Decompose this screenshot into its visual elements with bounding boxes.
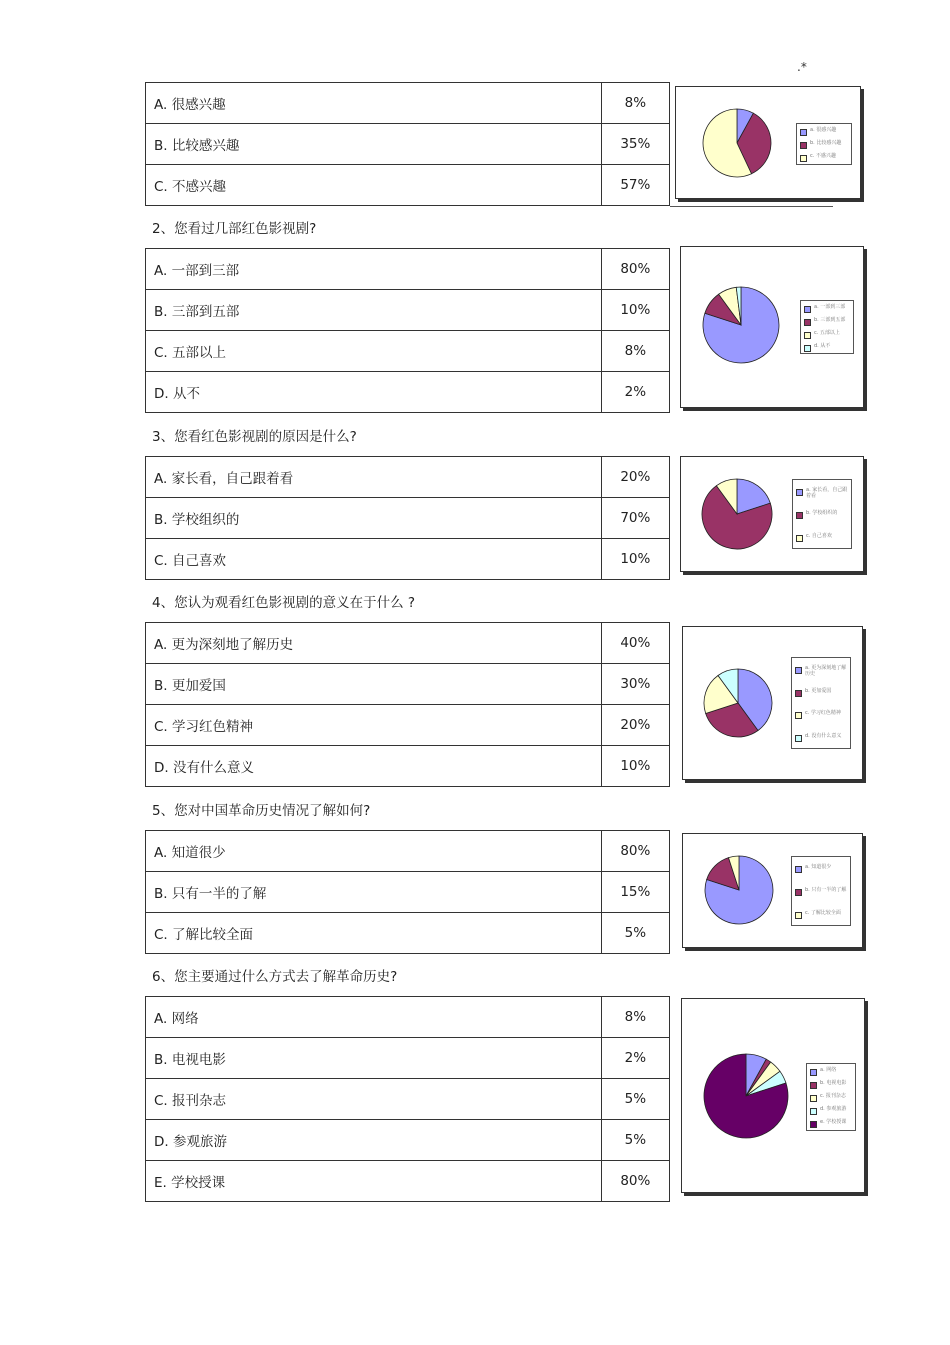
question-title: 4、您认为观看红色影视剧的意义在于什么 ? — [152, 595, 416, 611]
chart-legend — [796, 123, 852, 165]
legend-swatch — [810, 1121, 817, 1128]
option-label: B. 学校组织的 — [146, 498, 602, 539]
legend-label: b. 电视电影 — [820, 1079, 847, 1086]
chart-legend — [792, 479, 852, 549]
option-label: C. 五部以上 — [146, 331, 602, 372]
legend-swatch — [804, 345, 811, 352]
option-label: D. 参观旅游 — [146, 1120, 602, 1161]
option-label: C. 报刊杂志 — [146, 1079, 602, 1120]
legend-label: d. 参观旅游 — [820, 1106, 847, 1113]
table-row — [146, 83, 670, 124]
legend-label: e. 学校授课 — [820, 1119, 847, 1126]
option-percent: 80% — [601, 249, 669, 290]
legend-swatch — [796, 535, 803, 542]
option-label: C. 不感兴趣 — [146, 165, 602, 206]
option-percent: 8% — [601, 331, 669, 372]
pie-chart-6 — [681, 998, 865, 1193]
question-title: 6、您主要通过什么方式去了解革命历史? — [152, 969, 398, 985]
legend-label: d. 没有什么意义 — [805, 732, 842, 739]
option-percent: 5% — [601, 913, 669, 954]
legend-label: b. 学校组织的 — [806, 510, 838, 516]
pie-chart-3 — [680, 456, 864, 572]
answer-table-6 — [145, 996, 670, 1202]
legend-swatch — [796, 512, 803, 519]
table-row — [146, 457, 670, 498]
legend-item — [796, 487, 852, 500]
legend-item — [796, 533, 852, 543]
legend-item — [795, 665, 851, 678]
legend-item — [810, 1093, 866, 1103]
table-row — [146, 1079, 670, 1120]
legend-label: c. 学习红色精神 — [805, 710, 841, 717]
option-label: B. 三部到五部 — [146, 290, 602, 331]
legend-label: b. 三部到五部 — [814, 316, 846, 323]
answer-table-1 — [145, 82, 670, 206]
table-row — [146, 746, 670, 787]
option-percent: 8% — [601, 83, 669, 124]
option-label: C. 了解比较全面 — [146, 913, 602, 954]
pie-chart-5 — [682, 833, 863, 948]
legend-item — [810, 1106, 866, 1116]
legend-swatch — [795, 912, 802, 919]
table-row — [146, 831, 670, 872]
legend-swatch — [800, 155, 807, 162]
legend-swatch — [800, 129, 807, 136]
option-percent: 80% — [601, 1161, 669, 1202]
chart-legend — [806, 1063, 856, 1131]
legend-label: b. 只有一半的了解 — [805, 887, 847, 893]
chart-legend — [791, 657, 851, 749]
question-title: 2、您看过几部红色影视剧? — [152, 221, 317, 237]
table-row — [146, 664, 670, 705]
option-percent: 10% — [601, 746, 669, 787]
legend-item — [795, 688, 851, 698]
option-label: D. 没有什么意义 — [146, 746, 602, 787]
chart-legend — [800, 300, 854, 354]
legend-label: c. 了解比较全面 — [805, 909, 841, 916]
option-percent: 2% — [601, 372, 669, 413]
option-label: A. 网络 — [146, 997, 602, 1038]
option-percent: 20% — [601, 457, 669, 498]
option-percent: 20% — [601, 705, 669, 746]
legend-swatch — [795, 889, 802, 896]
legend-swatch — [795, 735, 802, 742]
legend-item — [800, 140, 856, 150]
table-row — [146, 124, 670, 165]
legend-item — [804, 317, 860, 327]
table-row — [146, 372, 670, 413]
table-row — [146, 623, 670, 664]
question-title: 5、您对中国革命历史情况了解如何? — [152, 803, 371, 819]
legend-label: a. 家长看，自己跟着看 — [806, 487, 848, 500]
legend-label: a. 更为深刻地了解历史 — [805, 665, 847, 678]
table-row — [146, 165, 670, 206]
legend-item — [795, 864, 851, 874]
legend-label: c. 不感兴趣 — [810, 153, 836, 160]
legend-swatch — [796, 489, 803, 496]
table-tail-line — [670, 206, 833, 207]
legend-label: c. 五部以上 — [814, 329, 840, 336]
legend-label: c. 自己喜欢 — [806, 532, 832, 539]
table-row — [146, 1038, 670, 1079]
legend-label: a. 网络 — [820, 1066, 837, 1073]
legend-item — [795, 910, 851, 920]
legend-swatch — [810, 1069, 817, 1076]
legend-label: c. 报刊杂志 — [820, 1093, 846, 1099]
option-percent: 5% — [601, 1079, 669, 1120]
option-percent: 8% — [601, 997, 669, 1038]
legend-item — [795, 710, 851, 720]
option-percent: 10% — [601, 290, 669, 331]
legend-label: b. 比较感兴趣 — [810, 140, 842, 146]
legend-item — [810, 1067, 866, 1077]
option-percent: 15% — [601, 872, 669, 913]
corner-mark: .* — [797, 60, 807, 74]
legend-item — [810, 1119, 866, 1129]
legend-label: a. 一部到三部 — [814, 303, 846, 310]
legend-swatch — [810, 1082, 817, 1089]
legend-item — [796, 510, 852, 520]
legend-item — [800, 127, 856, 137]
pie-chart-2 — [680, 246, 864, 408]
table-row — [146, 249, 670, 290]
legend-item — [804, 343, 860, 353]
legend-item — [795, 887, 851, 897]
table-row — [146, 872, 670, 913]
answer-table-3 — [145, 456, 670, 580]
option-percent: 2% — [601, 1038, 669, 1079]
legend-swatch — [800, 142, 807, 149]
option-percent: 5% — [601, 1120, 669, 1161]
legend-swatch — [795, 712, 802, 719]
answer-table-2 — [145, 248, 670, 413]
answer-table-5 — [145, 830, 670, 954]
option-label: A. 很感兴趣 — [146, 83, 602, 124]
table-row — [146, 331, 670, 372]
option-label: B. 比较感兴趣 — [146, 124, 602, 165]
option-percent: 80% — [601, 831, 669, 872]
pie-chart-4 — [682, 626, 863, 780]
table-row — [146, 705, 670, 746]
legend-item — [804, 304, 860, 314]
table-row — [146, 290, 670, 331]
legend-label: b. 更加爱国 — [805, 687, 832, 694]
legend-swatch — [804, 306, 811, 313]
option-label: A. 更为深刻地了解历史 — [146, 623, 602, 664]
option-percent: 10% — [601, 539, 669, 580]
legend-item — [800, 153, 856, 163]
table-row — [146, 539, 670, 580]
legend-swatch — [810, 1108, 817, 1115]
option-percent: 35% — [601, 124, 669, 165]
table-row — [146, 1120, 670, 1161]
legend-swatch — [795, 667, 802, 674]
option-label: D. 从不 — [146, 372, 602, 413]
option-percent: 70% — [601, 498, 669, 539]
legend-label: a. 知道很少 — [805, 864, 832, 871]
option-label: B. 电视电影 — [146, 1038, 602, 1079]
option-label: C. 自己喜欢 — [146, 539, 602, 580]
option-label: A. 一部到三部 — [146, 249, 602, 290]
table-row — [146, 997, 670, 1038]
legend-item — [804, 330, 860, 340]
legend-label: a. 很感兴趣 — [810, 126, 837, 133]
pie-chart-1 — [675, 86, 861, 199]
option-label: E. 学校授课 — [146, 1161, 602, 1202]
legend-label: d. 从不 — [814, 342, 831, 349]
question-title: 3、您看红色影视剧的原因是什么? — [152, 429, 357, 445]
option-percent: 57% — [601, 165, 669, 206]
option-percent: 30% — [601, 664, 669, 705]
legend-swatch — [795, 690, 802, 697]
option-label: A. 家长看，自己跟着看 — [146, 457, 602, 498]
legend-swatch — [810, 1095, 817, 1102]
table-row — [146, 1161, 670, 1202]
legend-item — [795, 733, 851, 743]
option-label: B. 更加爱国 — [146, 664, 602, 705]
chart-legend — [791, 856, 851, 926]
legend-swatch — [795, 866, 802, 873]
option-percent: 40% — [601, 623, 669, 664]
legend-swatch — [804, 332, 811, 339]
answer-table-4 — [145, 622, 670, 787]
option-label: C. 学习红色精神 — [146, 705, 602, 746]
table-row — [146, 498, 670, 539]
legend-swatch — [804, 319, 811, 326]
option-label: A. 知道很少 — [146, 831, 602, 872]
table-row — [146, 913, 670, 954]
option-label: B. 只有一半的了解 — [146, 872, 602, 913]
legend-item — [810, 1080, 866, 1090]
